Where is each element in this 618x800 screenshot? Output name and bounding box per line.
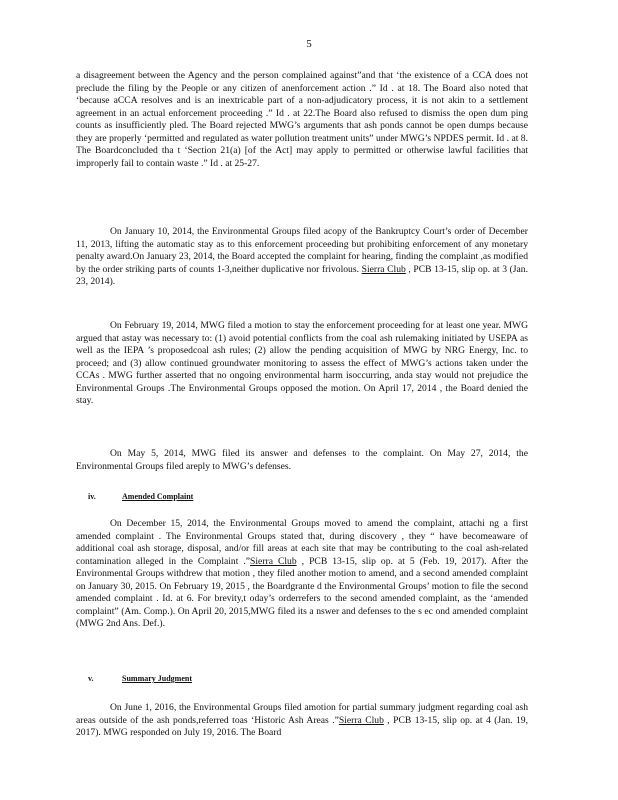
paragraph-4: On May 5, 2014, MWG filed its answer and defenses to the complaint. On May 27, 2014, the Environmental Groups filed areply to MWG’s defenses. [76,448,528,472]
paragraph-1: a disagreement between the Agency and the person complained against”and that ‘the existence of a CCA does not preclude the filing by the People or any citizen of anenforcement action .” Id . at 18. The Board also noted that ‘because aCCA resolves and is an inextricable part of a non-adjudicatory process, it is not akin to a settlement agreement in an actual enforcement proceeding .” Id . at 22.The Board also refused to dismiss the open dum ping counts as insufficiently pled. The Board rejected MWG’s arguments that ash ponds cannot be open dumps because they are properly ‘permitted and regulated as water pollution treatment units” under MWG’s NPDES permit. Id . at 8. The Boardconcluded tha t ‘Section 21(a) [of the Act] may apply to permitted or otherwise lawful facilities that improperly fail to contain waste .” Id . at 25-27. [76,70,528,169]
paragraph-5 [76,518,528,631]
case-citation: Sierra Club [361,263,406,275]
paragraph-6 [76,702,528,740]
section-title: Summary Judgment [122,674,193,683]
paragraph-5-text-end: , PCB 13-15, slip op. at 5 (Feb. 19, 2017). After the Environmental Groups withdrew that motion , they filed another motion to amend, and a second amended complaint on January 30, 2015. On February 19, 2015 , the Boardgrante d the Environmental Groups’ motion to file the second amended complaint . Id. at 6. For brevity,t oday’s orderrefers to the second amended complaint, as the ‘amended complaint” (Am. Comp.). On April 20, 2015,MWG filed its a nswer and defenses to the s ec ond amended complaint (MWG 2nd Ans. Def.). [76,555,528,629]
page-number: 5 [306,38,312,50]
paragraph-2-text: On January 10, 2014, the Environmental Groups filed acopy of the Bankruptcy Court’s order of December 11, 2013, lifting the automatic stay as to this enforcement proceeding but prohibiting enforcement of any monetary penalty award.On January 23, 2014, the Board accepted the complaint for hearing, finding the complaint ,as modified by the order striking parts of counts 1-3,neither duplicative nor frivolous. [76,226,528,275]
case-citation: Sierra Club [338,714,384,726]
paragraph-2 [76,226,528,289]
paragraph-5-text: On December 15, 2014, the Environmental Groups moved to amend the complaint, attachi ng a first amended complaint . The Environmental Groups stated that, during discovery , they “ have becomeaware of additional coal ash storage, disposal, and/or fill areas at each site that may be contributing to the coal ash-related contamination alleged in the Complaint .” [76,518,528,567]
section-title: Amended Complaint [122,492,194,501]
section-number: iv. [88,492,96,501]
section-number: v. [88,674,94,683]
paragraph-2-text-end: , PCB 13-15, slip op. at 3 (Jan. 23, 2014). [76,263,528,287]
case-citation: Sierra Club [250,555,297,567]
paragraph-6-text: On June 1, 2016, the Environmental Groups filed amotion for partial summary judgment regarding coal ash areas outside of the ash ponds,referred toas ‘Historic Ash Areas .” [76,702,528,726]
section-heading-iv [88,492,193,501]
paragraph-6-text-end: , PCB 13-15, slip op. at 4 (Jan. 19, 2017). MWG responded on July 19, 2016. The Board [76,714,528,738]
section-heading-v [88,674,192,683]
paragraph-3: On February 19, 2014, MWG filed a motion to stay the enforcement proceeding for at least one year. MWG argued that astay was necessary to: (1) avoid potential conflicts from the coal ash rulemaking initiated by USEPA as well as the IEPA ’s proposedcoal ash rules; (2) allow the pending acquisition of MWG by NRG Energy, Inc. to proceed; and (3) allow continued groundwater monitoring to assess the effect of MWG’s actions taken under the CCAs . MWG further asserted that no ongoing environmental harm isoccurring, anda stay would not prejudice the Environmental Groups .The Environmental Groups opposed the motion. On April 17, 2014 , the Board denied the stay. [76,320,528,406]
